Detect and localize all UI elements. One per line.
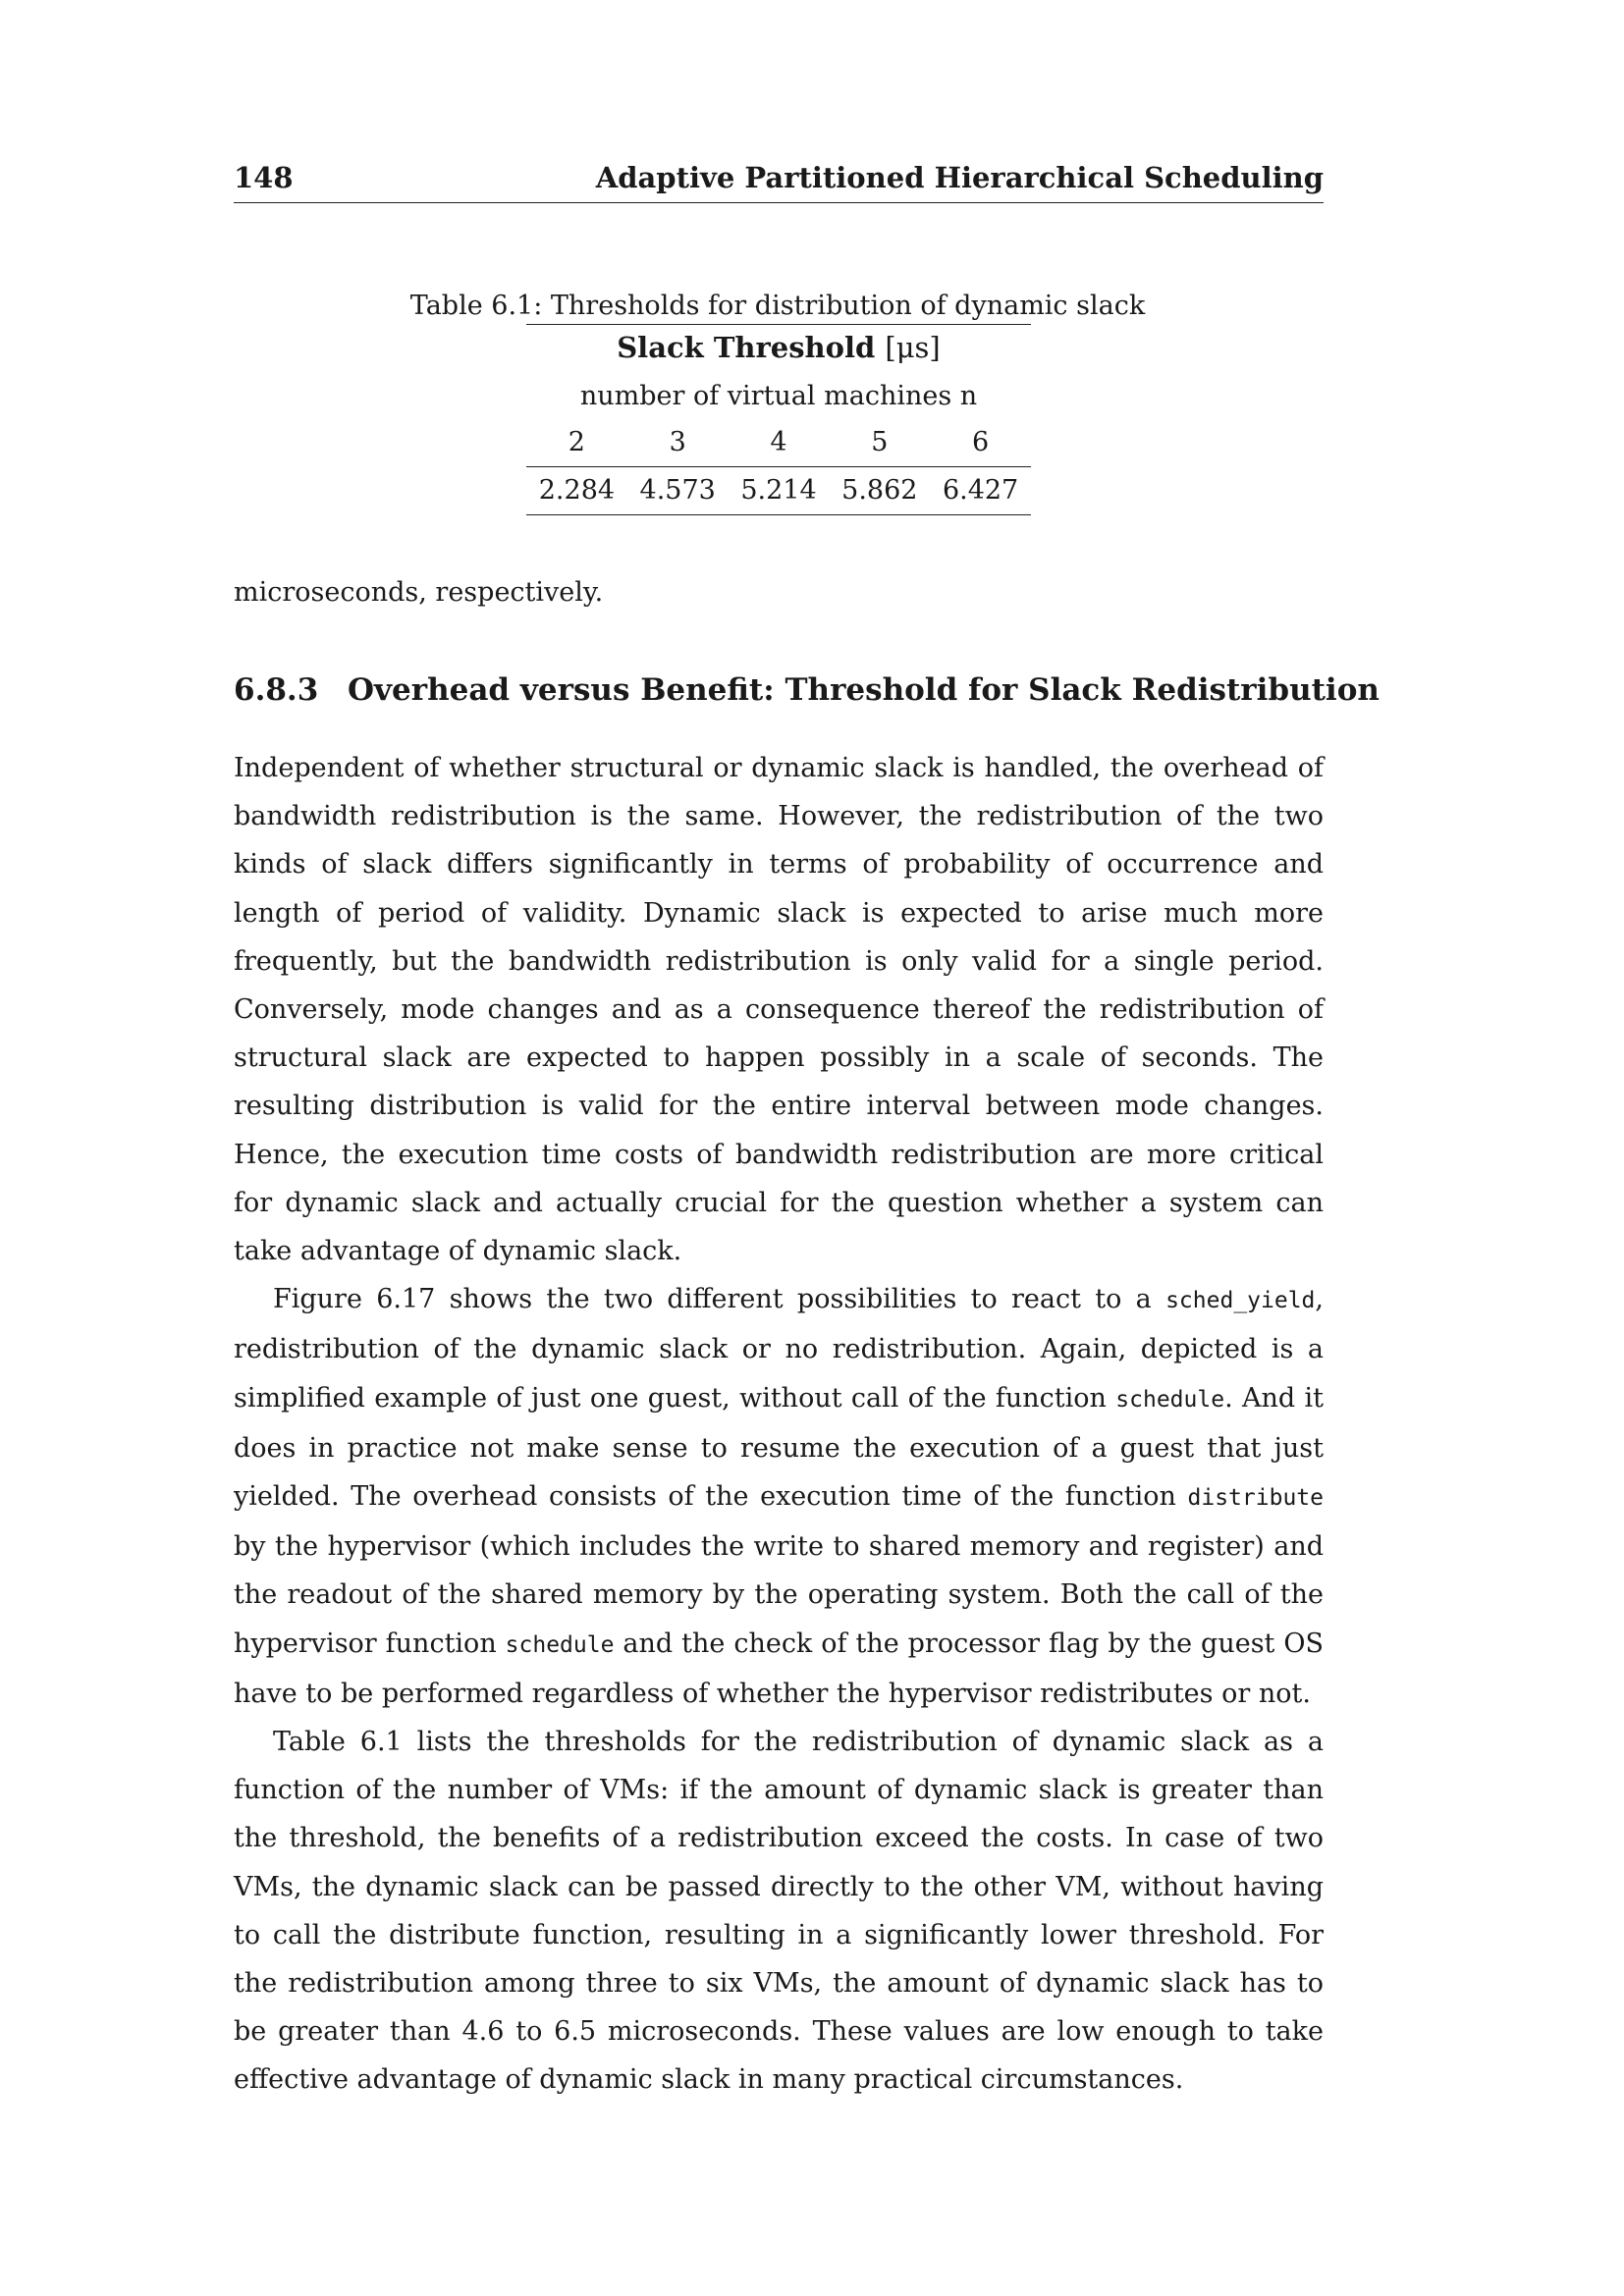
table-subheader: number of virtual machines n: [579, 381, 978, 411]
table-caption: Table 6.1: Thresholds for distribution of dynamic slack: [409, 291, 1146, 321]
table-title-text: Slack Threshold: [617, 331, 876, 364]
running-title: Adaptive Partitioned Hierarchical Scheduling: [595, 161, 1324, 194]
table-cell: 5.862: [841, 475, 918, 506]
column-header: 6: [971, 427, 990, 457]
table-cell: 6.427: [942, 475, 1019, 506]
code-sched-yield: sched_yield: [1165, 1288, 1316, 1314]
column-header: 5: [871, 427, 889, 457]
paragraph: Independent of whether structural or dynamic slack is handled, the overhead of bandwidth redistribution is the same. However, the redistribution of the two kinds of slack differs significantly in terms of probability of occurrence and length of period of validity. Dynamic slack is expected to arise much more frequently, but the bandwidth redistribution is only valid for a single period. Conversely, mode changes and as a consequence thereof the redistribution of structural slack are expected to happen possibly in a scale of seconds. The resulting distribution is valid for the entire interval between mode changes. Hence, the execution time costs of bandwidth redistribution are more critical for dynamic slack and actually crucial for the question whether a system can take advantage of dynamic slack.: [234, 753, 1324, 1267]
table-cell: 5.214: [740, 475, 817, 506]
paragraph: Table 6.1 lists the thresholds for the redistribution of dynamic slack as a function of the number of VMs: if the amount of dynamic slack is greater than the threshold, the benefits of a redistribution exceed the costs. In case of two VMs, the dynamic slack can be passed directly to the other VM, without having to call the distribute function, resulting in a significantly lower threshold. For the redistribution among three to six VMs, the amount of dynamic slack has to be greater than 4.6 to 6.5 microseconds. These values are low enough to take effective advantage of dynamic slack in many practical circumstances.: [234, 1727, 1324, 2096]
paragraph-fragment: microseconds, respectively.: [234, 577, 604, 608]
table-cell: 2.284: [538, 475, 616, 506]
text-run: by the hypervisor (which includes the write to shared memory and register) and the readout of the shared memory by the operating system. Both the call of the hypervisor function: [234, 1531, 1324, 1659]
column-header: 3: [669, 427, 686, 457]
text-run: and the check of the processor flag by the guest OS have to be performed regardless of whether the hypervisor redistributes or not.: [234, 1628, 1325, 1709]
column-header: 4: [770, 427, 787, 457]
code-distribute: distribute: [1187, 1485, 1324, 1512]
text-run: . And it does in practice not make sense to resume the execution of a guest that just yielded. The overhead consists of the execution time of the function: [234, 1382, 1324, 1513]
code-schedule: schedule: [505, 1631, 615, 1658]
threshold-table: [526, 324, 1031, 515]
table-cell: 4.573: [639, 475, 716, 506]
table-header-row: [526, 419, 1031, 467]
paragraph: [234, 1275, 1324, 1718]
text-run: , redistribution of the dynamic slack or no redistribution. Again, depicted is a simplified example of just one guest, without call of the function: [234, 1284, 1324, 1414]
body-text: [234, 744, 1324, 2105]
page-header: [234, 159, 1324, 203]
page-number: 148: [234, 161, 294, 194]
table-row: [526, 467, 1031, 515]
section-title: Overhead versus Benefit: Threshold for Slack Redistribution: [348, 672, 1380, 708]
section-number: 6.8.3: [234, 672, 319, 708]
section-heading: [234, 672, 1380, 708]
column-header: 2: [568, 427, 585, 457]
code-schedule: schedule: [1115, 1386, 1225, 1413]
table-title: [526, 325, 1031, 370]
text-run: Figure 6.17 shows the two different possibilities to react to a: [273, 1284, 1166, 1315]
table-unit: [μs]: [885, 331, 941, 364]
